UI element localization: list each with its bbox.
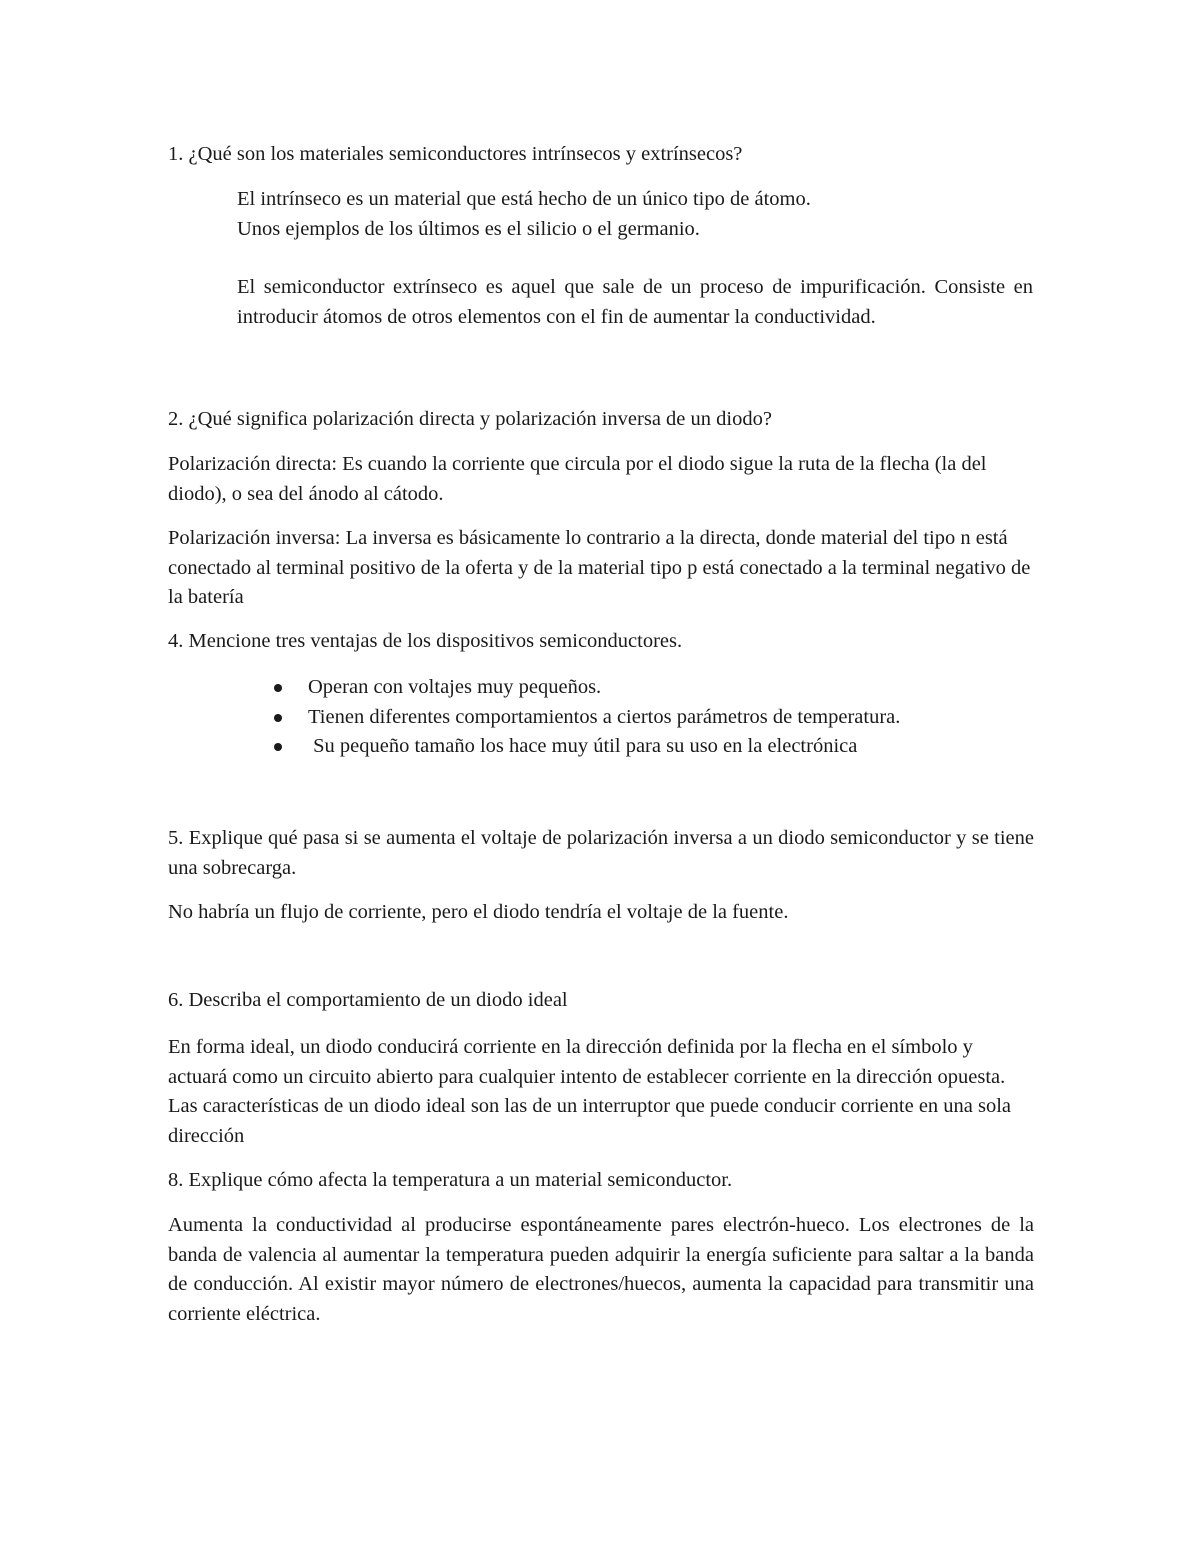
question-5-title: 5. Explique qué pasa si se aumenta el voltaje de polarización inversa a un diodo semiconductor y se tiene una sobrecarga.	[168, 827, 1034, 879]
question-8-answer: Aumenta la conductividad al producirse espontáneamente pares electrón-hueco. Los electrones de la banda de valencia al aumentar la temperatura pueden adquirir la energía suficiente para saltar a la banda de conducción. Al existir mayor número de electrones/huecos, aumenta la capacidad para transmitir una corriente eléctrica.	[168, 1214, 1034, 1325]
question-1-title: 1. ¿Qué son los materiales semiconductores intrínsecos y extrínsecos?	[168, 143, 743, 165]
list-item: Operan con voltajes muy pequeños.	[268, 673, 1028, 703]
bullet-icon	[274, 714, 282, 722]
question-5-answer: No habría un flujo de corriente, pero el diodo tendría el voltaje de la fuente.	[168, 901, 789, 923]
question-1-answer	[237, 185, 1033, 332]
question-6-answer: En forma ideal, un diodo conducirá corriente en la dirección definida por la flecha en el símbolo y actuará como un circuito abierto para cualquier intento de establecer corriente en la dirección opuesta. Las características de un diodo ideal son las de un interruptor que puede conducir corriente en una sola dirección	[168, 1036, 1012, 1147]
question-2-title: 2. ¿Qué significa polarización directa y polarización inversa de un diodo?	[168, 408, 772, 430]
question-4-title: 4. Mencione tres ventajas de los dispositivos semiconductores.	[168, 630, 683, 652]
advantages-list	[268, 673, 1028, 762]
intrinsic-examples: Unos ejemplos de los últimos es el silicio o el germanio.	[237, 217, 700, 240]
bullet-icon	[274, 684, 282, 692]
question-6-title: 6. Describa el comportamiento de un diodo ideal	[168, 989, 568, 1011]
reverse-bias-answer: Polarización inversa: La inversa es básicamente lo contrario a la directa, donde material del tipo n está conectado al terminal positivo de la oferta y de la material tipo p está conectado a la terminal negativo de la batería	[168, 527, 1031, 608]
list-item: Tienen diferentes comportamientos a ciertos parámetros de temperatura.	[268, 703, 1028, 733]
question-8-title: 8. Explique cómo afecta la temperatura a un material semiconductor.	[168, 1169, 733, 1191]
bullet-icon	[274, 743, 282, 751]
direct-bias-answer: Polarización directa: Es cuando la corriente que circula por el diodo sigue la ruta de la flecha (la del diodo), o sea del ánodo al cátodo.	[168, 453, 987, 505]
intrinsic-definition: El intrínseco es un material que está hecho de un único tipo de átomo.	[237, 188, 811, 210]
list-item: Su pequeño tamaño los hace muy útil para su uso en la electrónica	[268, 732, 1028, 762]
extrinsic-definition: El semiconductor extrínseco es aquel que sale de un proceso de impurificación. Consiste en introducir átomos de otros elementos con el fin de aumentar la conductividad.	[237, 276, 1033, 328]
